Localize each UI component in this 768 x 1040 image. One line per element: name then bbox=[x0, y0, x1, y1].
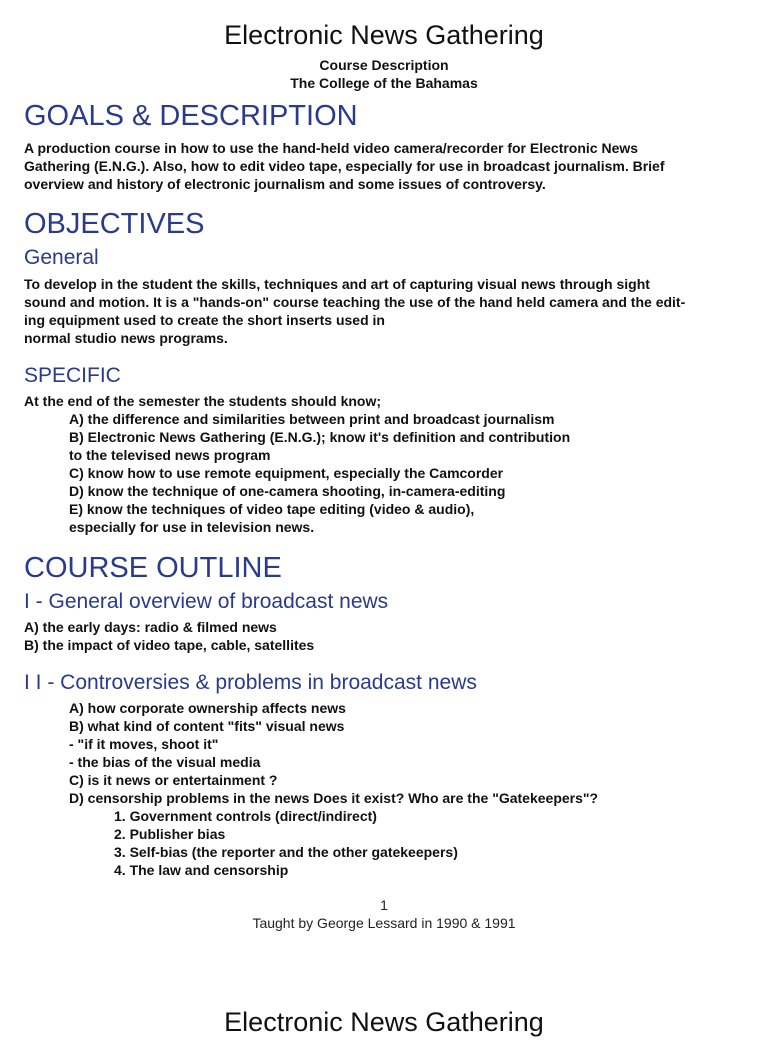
specific-intro: At the end of the semester the students should know; bbox=[24, 393, 382, 409]
section2-item: - "if it moves, shoot it" bbox=[69, 736, 219, 752]
section1-item: A) the early days: radio & filmed news bbox=[24, 619, 277, 635]
specific-item: E) know the techniques of video tape editing (video & audio), bbox=[69, 501, 475, 517]
section2-item: B) what kind of content "fits" visual news bbox=[69, 718, 345, 734]
goals-line: overview and history of electronic journalism and some issues of controversy. bbox=[24, 176, 546, 192]
goals-line: A production course in how to use the hand-held video camera/recorder for Electronic News bbox=[24, 140, 639, 156]
document-title: Electronic News Gathering bbox=[224, 20, 544, 50]
document-subtitle: Course Description bbox=[319, 57, 449, 73]
specific-heading: SPECIFIC bbox=[24, 364, 121, 387]
course-outline-heading: COURSE OUTLINE bbox=[24, 552, 282, 584]
institution-name: The College of the Bahamas bbox=[290, 75, 478, 91]
footer-credit: Taught by George Lessard in 1990 & 1991 bbox=[252, 915, 516, 931]
general-line: normal studio news programs. bbox=[24, 330, 228, 346]
goals-line: Gathering (E.N.G.). Also, how to edit video tape, especially for use in broadcast journalism. Brief bbox=[24, 158, 665, 174]
section2-item: C) is it news or entertainment ? bbox=[69, 772, 278, 788]
specific-item: to the televised news program bbox=[69, 447, 271, 463]
general-heading: General bbox=[24, 246, 99, 269]
section2-item: D) censorship problems in the news Does it exist? Who are the "Gatekeepers"? bbox=[69, 790, 599, 806]
specific-item: D) know the technique of one-camera shooting, in-camera-editing bbox=[69, 483, 506, 499]
section2-subitem: 2. Publisher bias bbox=[114, 826, 226, 842]
specific-item: A) the difference and similarities between print and broadcast journalism bbox=[69, 411, 555, 427]
section1-item: B) the impact of video tape, cable, satellites bbox=[24, 637, 315, 653]
general-line: ing equipment used to create the short inserts used in bbox=[24, 312, 385, 328]
section2-subitem: 3. Self-bias (the reporter and the other gatekeepers) bbox=[114, 844, 458, 860]
specific-item: C) know how to use remote equipment, especially the Camcorder bbox=[69, 465, 504, 481]
general-line: To develop in the student the skills, techniques and art of capturing visual news through sight bbox=[24, 276, 650, 292]
next-page-title: Electronic News Gathering bbox=[224, 1007, 544, 1037]
specific-item: B) Electronic News Gathering (E.N.G.); know it's definition and contribution bbox=[69, 429, 571, 445]
section2-subitem: 1. Government controls (direct/indirect) bbox=[114, 808, 377, 824]
section2-item: A) how corporate ownership affects news bbox=[69, 700, 346, 716]
section2-heading: I I - Controversies & problems in broadcast news bbox=[24, 671, 477, 694]
objectives-heading: OBJECTIVES bbox=[24, 208, 205, 240]
section2-subitem: 4. The law and censorship bbox=[114, 862, 289, 878]
specific-item: especially for use in television news. bbox=[69, 519, 315, 535]
goals-heading: GOALS & DESCRIPTION bbox=[24, 100, 358, 132]
section1-heading: I - General overview of broadcast news bbox=[24, 590, 389, 613]
general-line: sound and motion. It is a "hands-on" course teaching the use of the hand held camera and the edit- bbox=[24, 294, 686, 310]
page-number: 1 bbox=[380, 897, 388, 913]
section2-item: - the bias of the visual media bbox=[69, 754, 261, 770]
